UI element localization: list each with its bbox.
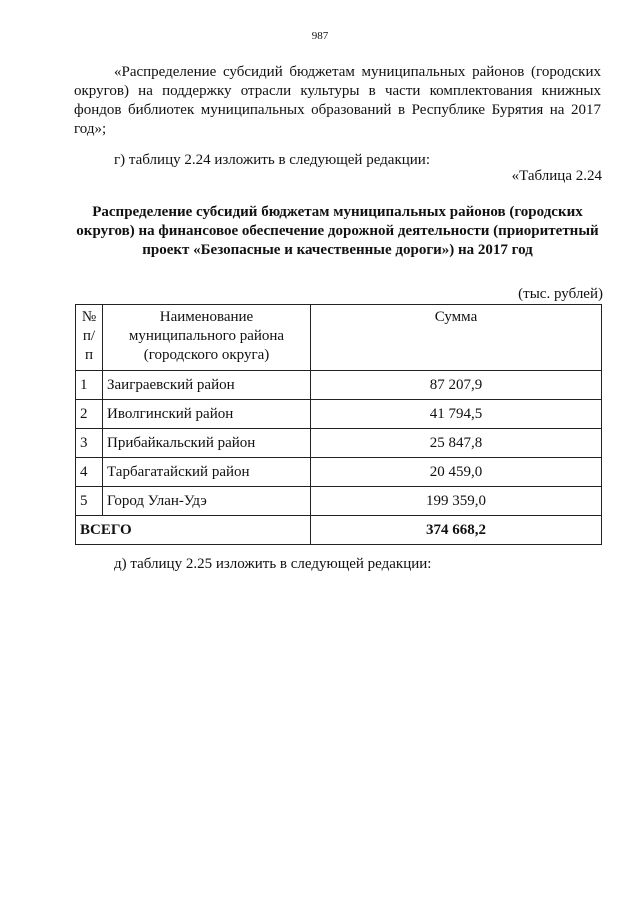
row-sum: 41 794,5 [311, 400, 602, 429]
table-row [76, 458, 602, 487]
table-row [76, 400, 602, 429]
table-total-row [76, 516, 602, 545]
header-number: № п/п [76, 305, 103, 371]
row-number: 3 [76, 429, 103, 458]
table-row [76, 429, 602, 458]
table-row [76, 371, 602, 400]
row-number: 5 [76, 487, 103, 516]
page-number: 987 [311, 30, 329, 42]
row-sum: 20 459,0 [311, 458, 602, 487]
row-number: 4 [76, 458, 103, 487]
row-name: Прибайкальский район [103, 429, 311, 458]
row-number: 1 [76, 371, 103, 400]
amendment-item-d: д) таблицу 2.25 изложить в следующей редакции: [114, 556, 432, 572]
header-sum: Сумма [311, 305, 602, 371]
row-name: Заиграевский район [103, 371, 311, 400]
header-name: Наименование муниципального района (городского округа) [103, 305, 311, 371]
row-sum: 199 359,0 [311, 487, 602, 516]
intro-paragraph: «Распределение субсидий бюджетам муниципальных районов (городских округов) на поддержку отрасли культуры в части комплектования книжных фондов библиотек муниципальных образований в Республике Бурятия на 2017 год»; [74, 64, 601, 137]
table-row [76, 487, 602, 516]
table-reference: «Таблица 2.24 [511, 168, 602, 184]
row-sum: 25 847,8 [311, 429, 602, 458]
table-title: Распределение субсидий бюджетам муниципальных районов (городских округов) на финансовое обеспечение дорожной деятельности (приоритетный проект «Безопасные и качественные дороги») на 2017 год [76, 204, 599, 258]
table-header-row [76, 305, 602, 371]
row-name: Город Улан-Удэ [103, 487, 311, 516]
row-name: Тарбагатайский район [103, 458, 311, 487]
subsidy-table [75, 304, 602, 545]
total-sum: 374 668,2 [311, 516, 602, 545]
total-label: ВСЕГО [76, 516, 311, 545]
amendment-item-g: г) таблицу 2.24 изложить в следующей редакции: [114, 152, 430, 168]
row-number: 2 [76, 400, 103, 429]
units-label: (тыс. рублей) [518, 286, 603, 302]
row-name: Иволгинский район [103, 400, 311, 429]
row-sum: 87 207,9 [311, 371, 602, 400]
